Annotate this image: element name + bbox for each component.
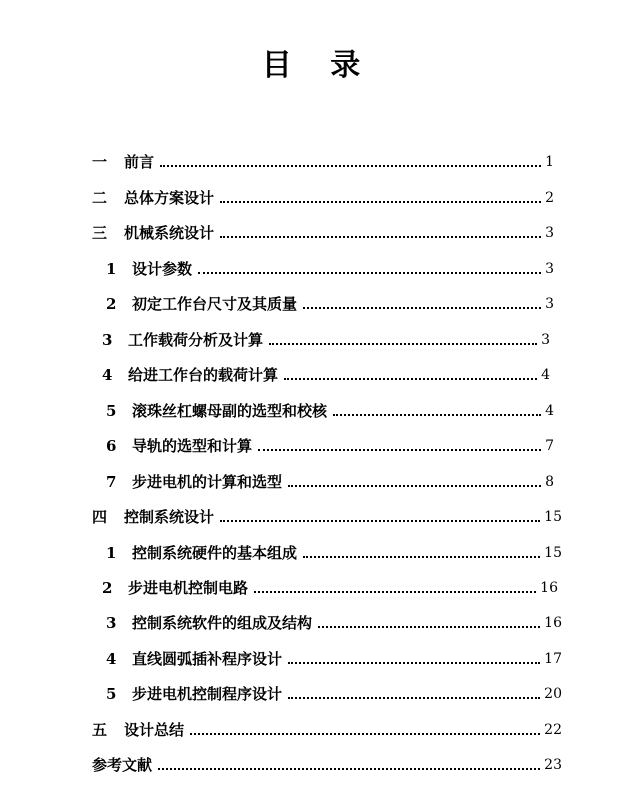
toc-entry-preface[interactable] <box>92 149 554 171</box>
toc-title: 控制系统软件的组成及结构 <box>132 614 313 632</box>
toc-page-number: 1 <box>545 154 554 170</box>
toc-number: 四 <box>92 508 108 526</box>
toc-title: 控制系统设计 <box>124 508 215 526</box>
toc-page-number: 8 <box>545 474 554 490</box>
toc-entry-design-summary[interactable] <box>92 717 562 739</box>
toc-page-number: 15 <box>544 509 562 525</box>
toc-entry-control-system-design[interactable] <box>92 504 562 526</box>
toc-title: 参考文献 <box>92 756 153 774</box>
toc-page-number: 15 <box>544 545 562 561</box>
toc-number: 4 <box>106 650 117 668</box>
toc-page-number: 16 <box>544 615 562 631</box>
dot-leader <box>288 662 540 664</box>
toc-entry-control-hardware[interactable] <box>106 540 562 562</box>
dot-leader <box>333 414 541 416</box>
toc-number: 三 <box>92 224 108 242</box>
toc-page-number: 3 <box>545 225 554 241</box>
toc-number: 4 <box>102 366 113 384</box>
dot-leader <box>220 520 540 522</box>
toc-title: 控制系统硬件的基本组成 <box>132 544 298 562</box>
dot-leader <box>288 485 541 487</box>
toc-page-number: 16 <box>540 580 558 596</box>
toc-number: 7 <box>106 473 117 491</box>
dot-leader <box>198 272 541 274</box>
toc-title: 给进工作台的载荷计算 <box>128 366 279 384</box>
toc-number: 5 <box>106 402 117 420</box>
toc-number: 6 <box>106 437 117 455</box>
dot-leader <box>220 201 541 203</box>
dot-leader <box>288 697 540 699</box>
dot-leader <box>190 733 540 735</box>
dot-leader <box>160 165 541 167</box>
toc-number: 1 <box>106 544 117 562</box>
toc-entry-design-parameters[interactable] <box>106 256 554 278</box>
toc-entry-feed-table-load[interactable] <box>102 362 550 384</box>
dot-leader <box>303 307 541 309</box>
toc-page-number: 4 <box>541 367 550 383</box>
toc-number: 一 <box>92 153 108 171</box>
dot-leader <box>284 378 537 380</box>
toc-entry-guide-rail[interactable] <box>106 433 554 455</box>
dot-leader <box>258 449 541 451</box>
toc-title: 直线圆弧插补程序设计 <box>132 650 283 668</box>
toc-title: 总体方案设计 <box>124 189 215 207</box>
toc-page-number: 3 <box>541 332 550 348</box>
toc-title: 设计参数 <box>132 260 193 278</box>
toc-page-number: 3 <box>545 261 554 277</box>
toc-title: 滚珠丝杠螺母副的选型和校核 <box>132 402 328 420</box>
dot-leader <box>269 343 537 345</box>
toc-title: 前言 <box>124 153 155 171</box>
toc-number: 3 <box>106 614 117 632</box>
toc-title: 步进电机控制程序设计 <box>132 685 283 703</box>
toc-entry-table-size[interactable] <box>106 291 554 313</box>
toc-page-number: 2 <box>545 190 554 206</box>
toc-page-number: 4 <box>545 403 554 419</box>
toc-number: 1 <box>106 260 117 278</box>
toc-number: 5 <box>106 685 117 703</box>
dot-leader <box>158 768 540 770</box>
toc-page-number: 20 <box>544 686 562 702</box>
toc-number: 3 <box>102 331 113 349</box>
toc-entry-stepper-control-circuit[interactable] <box>102 575 558 597</box>
toc-entry-stepper-control-program[interactable] <box>106 681 562 703</box>
toc-page-number: 17 <box>544 651 562 667</box>
toc-number: 2 <box>102 579 113 597</box>
dot-leader <box>220 236 541 238</box>
dot-leader <box>318 626 540 628</box>
toc-number: 二 <box>92 189 108 207</box>
toc-entry-ball-screw[interactable] <box>106 398 554 420</box>
dot-leader <box>254 591 536 593</box>
toc-title: 步进电机的计算和选型 <box>132 473 283 491</box>
toc-title: 初定工作台尺寸及其质量 <box>132 295 298 313</box>
toc-entry-interpolation-program[interactable] <box>106 646 562 668</box>
toc-number: 五 <box>92 721 108 739</box>
toc-title: 工作载荷分析及计算 <box>128 331 264 349</box>
toc-page-number: 7 <box>545 438 554 454</box>
toc-title: 设计总结 <box>124 721 185 739</box>
toc-entry-load-analysis[interactable] <box>102 327 550 349</box>
toc-title: 步进电机控制电路 <box>128 579 249 597</box>
toc-entry-stepper-motor-selection[interactable] <box>106 469 554 491</box>
toc-entry-control-software[interactable] <box>106 610 562 632</box>
toc-page-number: 23 <box>544 757 562 773</box>
toc-entry-mechanical-design[interactable] <box>92 220 554 242</box>
dot-leader <box>303 556 540 558</box>
toc-entry-overall-scheme[interactable] <box>92 185 554 207</box>
toc-page-number: 3 <box>545 296 554 312</box>
toc-title: 导轨的选型和计算 <box>132 437 253 455</box>
page-title: 目 录 <box>261 48 375 83</box>
toc-number: 2 <box>106 295 117 313</box>
toc-page-number: 22 <box>544 722 562 738</box>
toc-entry-references[interactable] <box>92 752 562 774</box>
toc-title: 机械系统设计 <box>124 224 215 242</box>
